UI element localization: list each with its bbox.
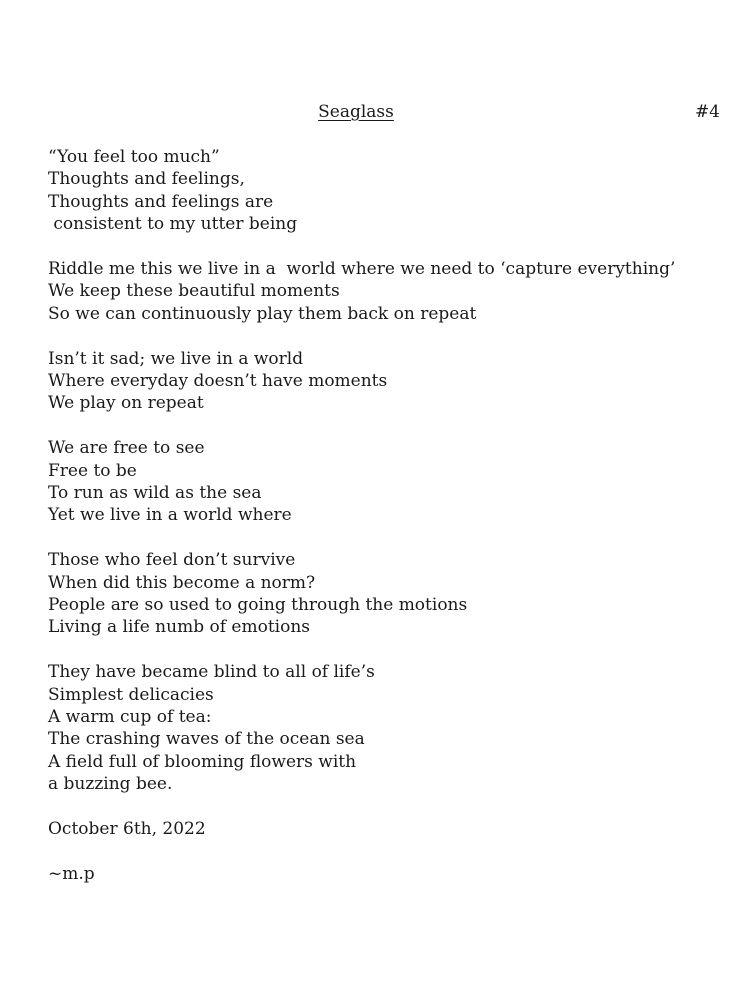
stanza-4	[48, 437, 728, 527]
poem-line: Living a life numb of emotions	[48, 617, 310, 638]
poem-line: When did this become a norm?	[48, 572, 316, 593]
poem-line: Yet we live in a world where	[48, 505, 292, 526]
poem-line: Riddle me this we live in a world where we need to ‘capture everything’	[48, 259, 676, 280]
poem-signature: ~m.p	[48, 863, 95, 884]
poem-date: October 6th, 2022	[48, 819, 206, 840]
poem-line: We are free to see	[48, 438, 205, 459]
poem-line: Thoughts and feelings are	[48, 191, 274, 212]
poem-line: Isn’t it sad; we live in a world	[48, 348, 304, 369]
poem-line: Those who feel don’t survive	[48, 550, 296, 571]
poem-line: Thoughts and feelings,	[48, 169, 245, 190]
stanza-6	[48, 661, 728, 795]
poem-line: To run as wild as the sea	[48, 483, 262, 504]
poem-line: a buzzing bee.	[48, 774, 173, 795]
signature-stanza	[48, 863, 728, 885]
poem-line: consistent to my utter being	[48, 214, 298, 235]
poem-line: Free to be	[48, 460, 137, 481]
poem-line: A warm cup of tea:	[48, 707, 212, 728]
date-stanza	[48, 818, 728, 840]
poem-line: Where everyday doesn’t have moments	[48, 371, 388, 392]
poem-body	[48, 146, 728, 908]
stanza-1	[48, 146, 728, 236]
poem-line: So we can continuously play them back on repeat	[48, 303, 477, 324]
poem-line: The crashing waves of the ocean sea	[48, 729, 365, 750]
stanza-5	[48, 549, 728, 639]
poem-line: They have became blind to all of life’s	[48, 662, 375, 683]
stanza-2	[48, 258, 728, 325]
poem-line: A field full of blooming flowers with	[48, 751, 357, 772]
poem-line: Simplest delicacies	[48, 684, 214, 705]
poem-line: We play on repeat	[48, 393, 204, 414]
poem-line: People are so used to going through the motions	[48, 595, 468, 616]
stanza-3	[48, 348, 728, 415]
poem-line: We keep these beautiful moments	[48, 281, 340, 302]
poem-title: Seaglass	[318, 102, 394, 122]
poem-line: “You feel too much”	[48, 147, 220, 167]
poem-number: #4	[694, 102, 720, 122]
